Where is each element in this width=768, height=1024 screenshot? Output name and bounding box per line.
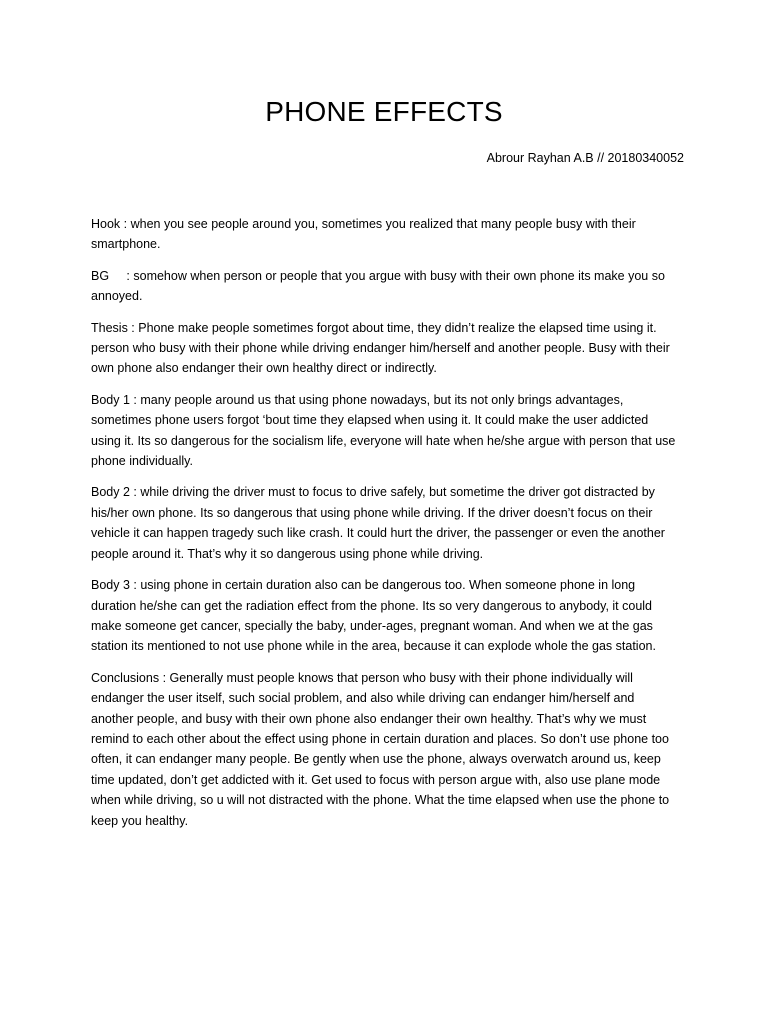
author-line: Abrour Rayhan A.B // 20180340052 bbox=[486, 151, 684, 165]
document-title: PHONE EFFECTS bbox=[265, 96, 503, 127]
paragraph-bg: BG : somehow when person or people that you argue with busy with their own phone its make you so annoyed. bbox=[91, 268, 665, 304]
paragraph-hook: Hook : when you see people around you, sometimes you realized that many people busy with their smartphone. bbox=[91, 217, 636, 252]
paragraph-conclusions: Conclusions : Generally must people knows that person who busy with their phone individually will endanger the user itself, such social problem, and also while driving can endanger him/herself and another people, and busy with their own phone also endanger their own healthy. That’s why we must remind to each other about the effect using phone in certain duration and places. So don’t use phone too often, it can endanger many people. Be gently when use the phone, always overwatch around us, keep time updated, don’t get addicted with it. Get used to focus with person argue with, also use plane mode when while driving, so u will not distracted with the phone. What the time elapsed when use the phone to keep you healthy. bbox=[91, 670, 670, 828]
paragraph-body-3: Body 3 : using phone in certain duration also can be dangerous too. When someone phone in long duration he/she can get the radiation effect from the phone. Its so very dangerous to anybody, it could make someone get cancer, specially the baby, under-ages, pregnant woman. And when we at the gas station its mentioned to not use phone while in the area, because it can explode whole the gas station. bbox=[91, 578, 656, 654]
document-body bbox=[91, 214, 679, 842]
paragraph-thesis: Thesis : Phone make people sometimes forgot about time, they didn’t realize the elapsed time using it. person who busy with their phone while driving endanger him/herself and another people. Busy with their own phone also endanger their own healthy direct or indirectly. bbox=[91, 320, 670, 376]
paragraph-body-2: Body 2 : while driving the driver must to focus to drive safely, but sometime the driver got distracted by his/her own phone. Its so dangerous that using phone while driving. If the driver doesn’t focus on their vehicle it can happen tragedy such like crash. It could hurt the driver, the passenger or even the another people around it. That’s why it so dangerous using phone while driving. bbox=[91, 485, 665, 561]
paragraph-body-1: Body 1 : many people around us that using phone nowadays, but its not only brings advantages, sometimes phone users forgot ‘bout time they elapsed when using it. It could make the user addicted using it. Its so dangerous for the socialism life, everyone will hate when he/she argue with person that use phone individually. bbox=[91, 392, 676, 469]
